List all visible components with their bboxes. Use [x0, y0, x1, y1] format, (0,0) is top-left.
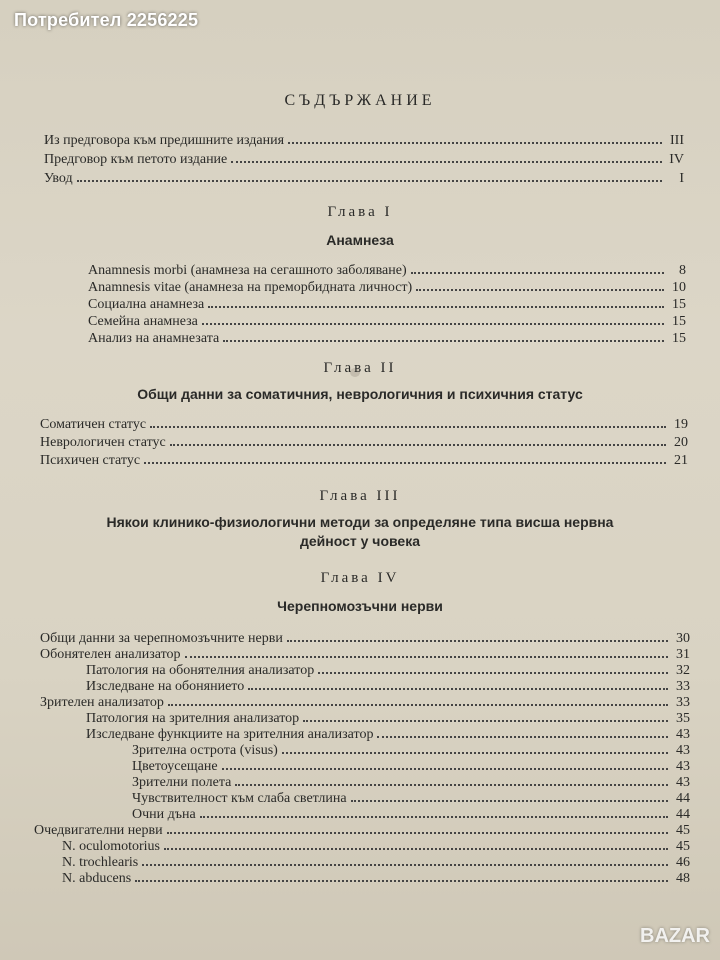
- toc-entry-page: 48: [676, 871, 690, 886]
- toc-entry: [132, 742, 690, 759]
- toc-entry: [40, 694, 690, 711]
- toc-entry-page: 45: [676, 823, 690, 838]
- toc-entry-text: Неврологичен статус: [40, 435, 166, 450]
- toc-entry-page: 44: [676, 807, 690, 822]
- toc-entry-text: Социална анамнеза: [88, 297, 205, 312]
- toc-entry-text: Очедвигателни нерви: [34, 823, 163, 838]
- toc-entry: [40, 646, 690, 663]
- toc-entry: [40, 452, 688, 469]
- toc-entry-page: 44: [676, 791, 690, 806]
- toc-entry-page: 19: [674, 417, 688, 432]
- toc-entry-page: 20: [674, 435, 688, 450]
- chapter-title: Анамнеза: [326, 232, 394, 248]
- toc-entry-page: 43: [676, 743, 690, 758]
- toc-entry-page: 30: [676, 631, 690, 646]
- toc-entry: [44, 151, 684, 168]
- toc-entry-page: 15: [672, 331, 686, 346]
- toc-entry-text: Соматичен статус: [40, 417, 147, 432]
- toc-entry-text: Патология на зрителния анализатор: [86, 711, 300, 726]
- toc-entry-page: 46: [676, 855, 690, 870]
- toc-entry: [34, 822, 690, 839]
- toc-entry-page: 15: [672, 297, 686, 312]
- toc-entry-page: 8: [679, 263, 686, 278]
- toc-entry-text: Патология на обонятелния анализатор: [86, 663, 315, 678]
- toc-entry-page: 43: [676, 775, 690, 790]
- toc-entry-page: 15: [672, 314, 686, 329]
- toc-entry-text: Психичен статус: [40, 453, 141, 468]
- toc-entry-page: 35: [676, 711, 690, 726]
- toc-entry: [132, 774, 690, 791]
- toc-entry-text: Чувствителност към слаба светлина: [132, 791, 347, 806]
- toc-entry-page: 31: [676, 647, 690, 662]
- chapter-label: Глава III: [319, 488, 401, 504]
- toc-entry-text: Изследване функциите на зрителния анализатор: [86, 727, 374, 742]
- toc-entry: [44, 170, 684, 187]
- toc-entry: [132, 790, 690, 807]
- toc-entry-page: IV: [669, 152, 684, 167]
- toc-entry-text: Зрителен анализатор: [40, 695, 164, 710]
- toc-entry: [40, 630, 690, 647]
- toc-entry: [86, 726, 690, 743]
- toc-entry: [40, 434, 688, 451]
- toc-entry: [62, 838, 690, 855]
- chapter-title-line-2: дейност у човека: [300, 533, 420, 549]
- site-logo: BAZAR: [640, 925, 710, 947]
- chapter-title: Общи данни за соматичния, неврологичния и психичния статус: [137, 386, 583, 402]
- toc-entry: [132, 806, 690, 823]
- toc-entry: [62, 870, 690, 887]
- toc-entry-page: 43: [676, 727, 690, 742]
- toc-entry: [44, 132, 684, 149]
- toc-entry: [132, 758, 690, 775]
- toc-entry-text: Анализ на анамнезата: [88, 331, 220, 346]
- toc-entry-text: Anamnesis vitae (анамнеза на преморбидната личност): [88, 280, 413, 295]
- toc-entry: [86, 662, 690, 679]
- toc-entry-text: Увод: [44, 171, 73, 186]
- toc-entry: [88, 330, 686, 347]
- toc-entry-text: Обонятелен анализатор: [40, 647, 181, 662]
- toc-entry-text: Зрителни полета: [132, 775, 232, 790]
- toc-entry-text: Anamnesis morbi (анамнеза на сегашното заболяване): [88, 263, 407, 278]
- toc-entry: [86, 710, 690, 727]
- toc-entry-page: 21: [674, 453, 688, 468]
- toc-entry-page: 43: [676, 759, 690, 774]
- toc-entry-page: 33: [676, 679, 690, 694]
- toc-entry-page: I: [679, 171, 684, 186]
- toc-entry-page: 33: [676, 695, 690, 710]
- toc-entry-text: N. abducens: [62, 871, 132, 886]
- toc-entry: [40, 416, 688, 433]
- toc-entry-text: Семейна анамнеза: [88, 314, 198, 329]
- toc-entry: [86, 678, 690, 695]
- chapter-title: Черепномозъчни нерви: [277, 598, 443, 614]
- chapter-label: Глава II: [323, 360, 397, 376]
- chapter-title-line-1: Някои клинико-физиологични методи за определяне типа висша нервна: [106, 514, 614, 530]
- toc-entry: [88, 296, 686, 313]
- toc-entry: [62, 854, 690, 871]
- toc-entry-text: Общи данни за черепномозъчните нерви: [40, 631, 283, 646]
- toc-entry: [88, 279, 686, 296]
- toc-entry-page: 32: [676, 663, 690, 678]
- chapter-label: Глава I: [327, 204, 393, 220]
- toc-entry-text: N. trochlearis: [62, 855, 139, 870]
- toc-entry-page: 10: [672, 280, 686, 295]
- toc-entry-text: Очни дъна: [132, 807, 196, 822]
- toc-entry: [88, 262, 686, 279]
- toc-entry-page: 45: [676, 839, 690, 854]
- page-title: СЪДЪРЖАНИЕ: [284, 92, 436, 109]
- toc-entry-text: Цветоусещане: [132, 759, 218, 774]
- toc-entry-text: N. oculomotorius: [62, 839, 160, 854]
- toc-entry-text: Из предговора към предишните издания: [44, 133, 285, 148]
- chapter-label: Глава IV: [320, 570, 400, 586]
- toc-entry-page: III: [670, 133, 684, 148]
- toc-entry-text: Изследване на обонянието: [86, 679, 245, 694]
- toc-entry-text: Зрителна острота (visus): [132, 743, 278, 758]
- user-watermark: Потребител 2256225: [14, 10, 199, 30]
- toc-entry: [88, 313, 686, 330]
- toc-entry-text: Предговор към петото издание: [44, 152, 228, 167]
